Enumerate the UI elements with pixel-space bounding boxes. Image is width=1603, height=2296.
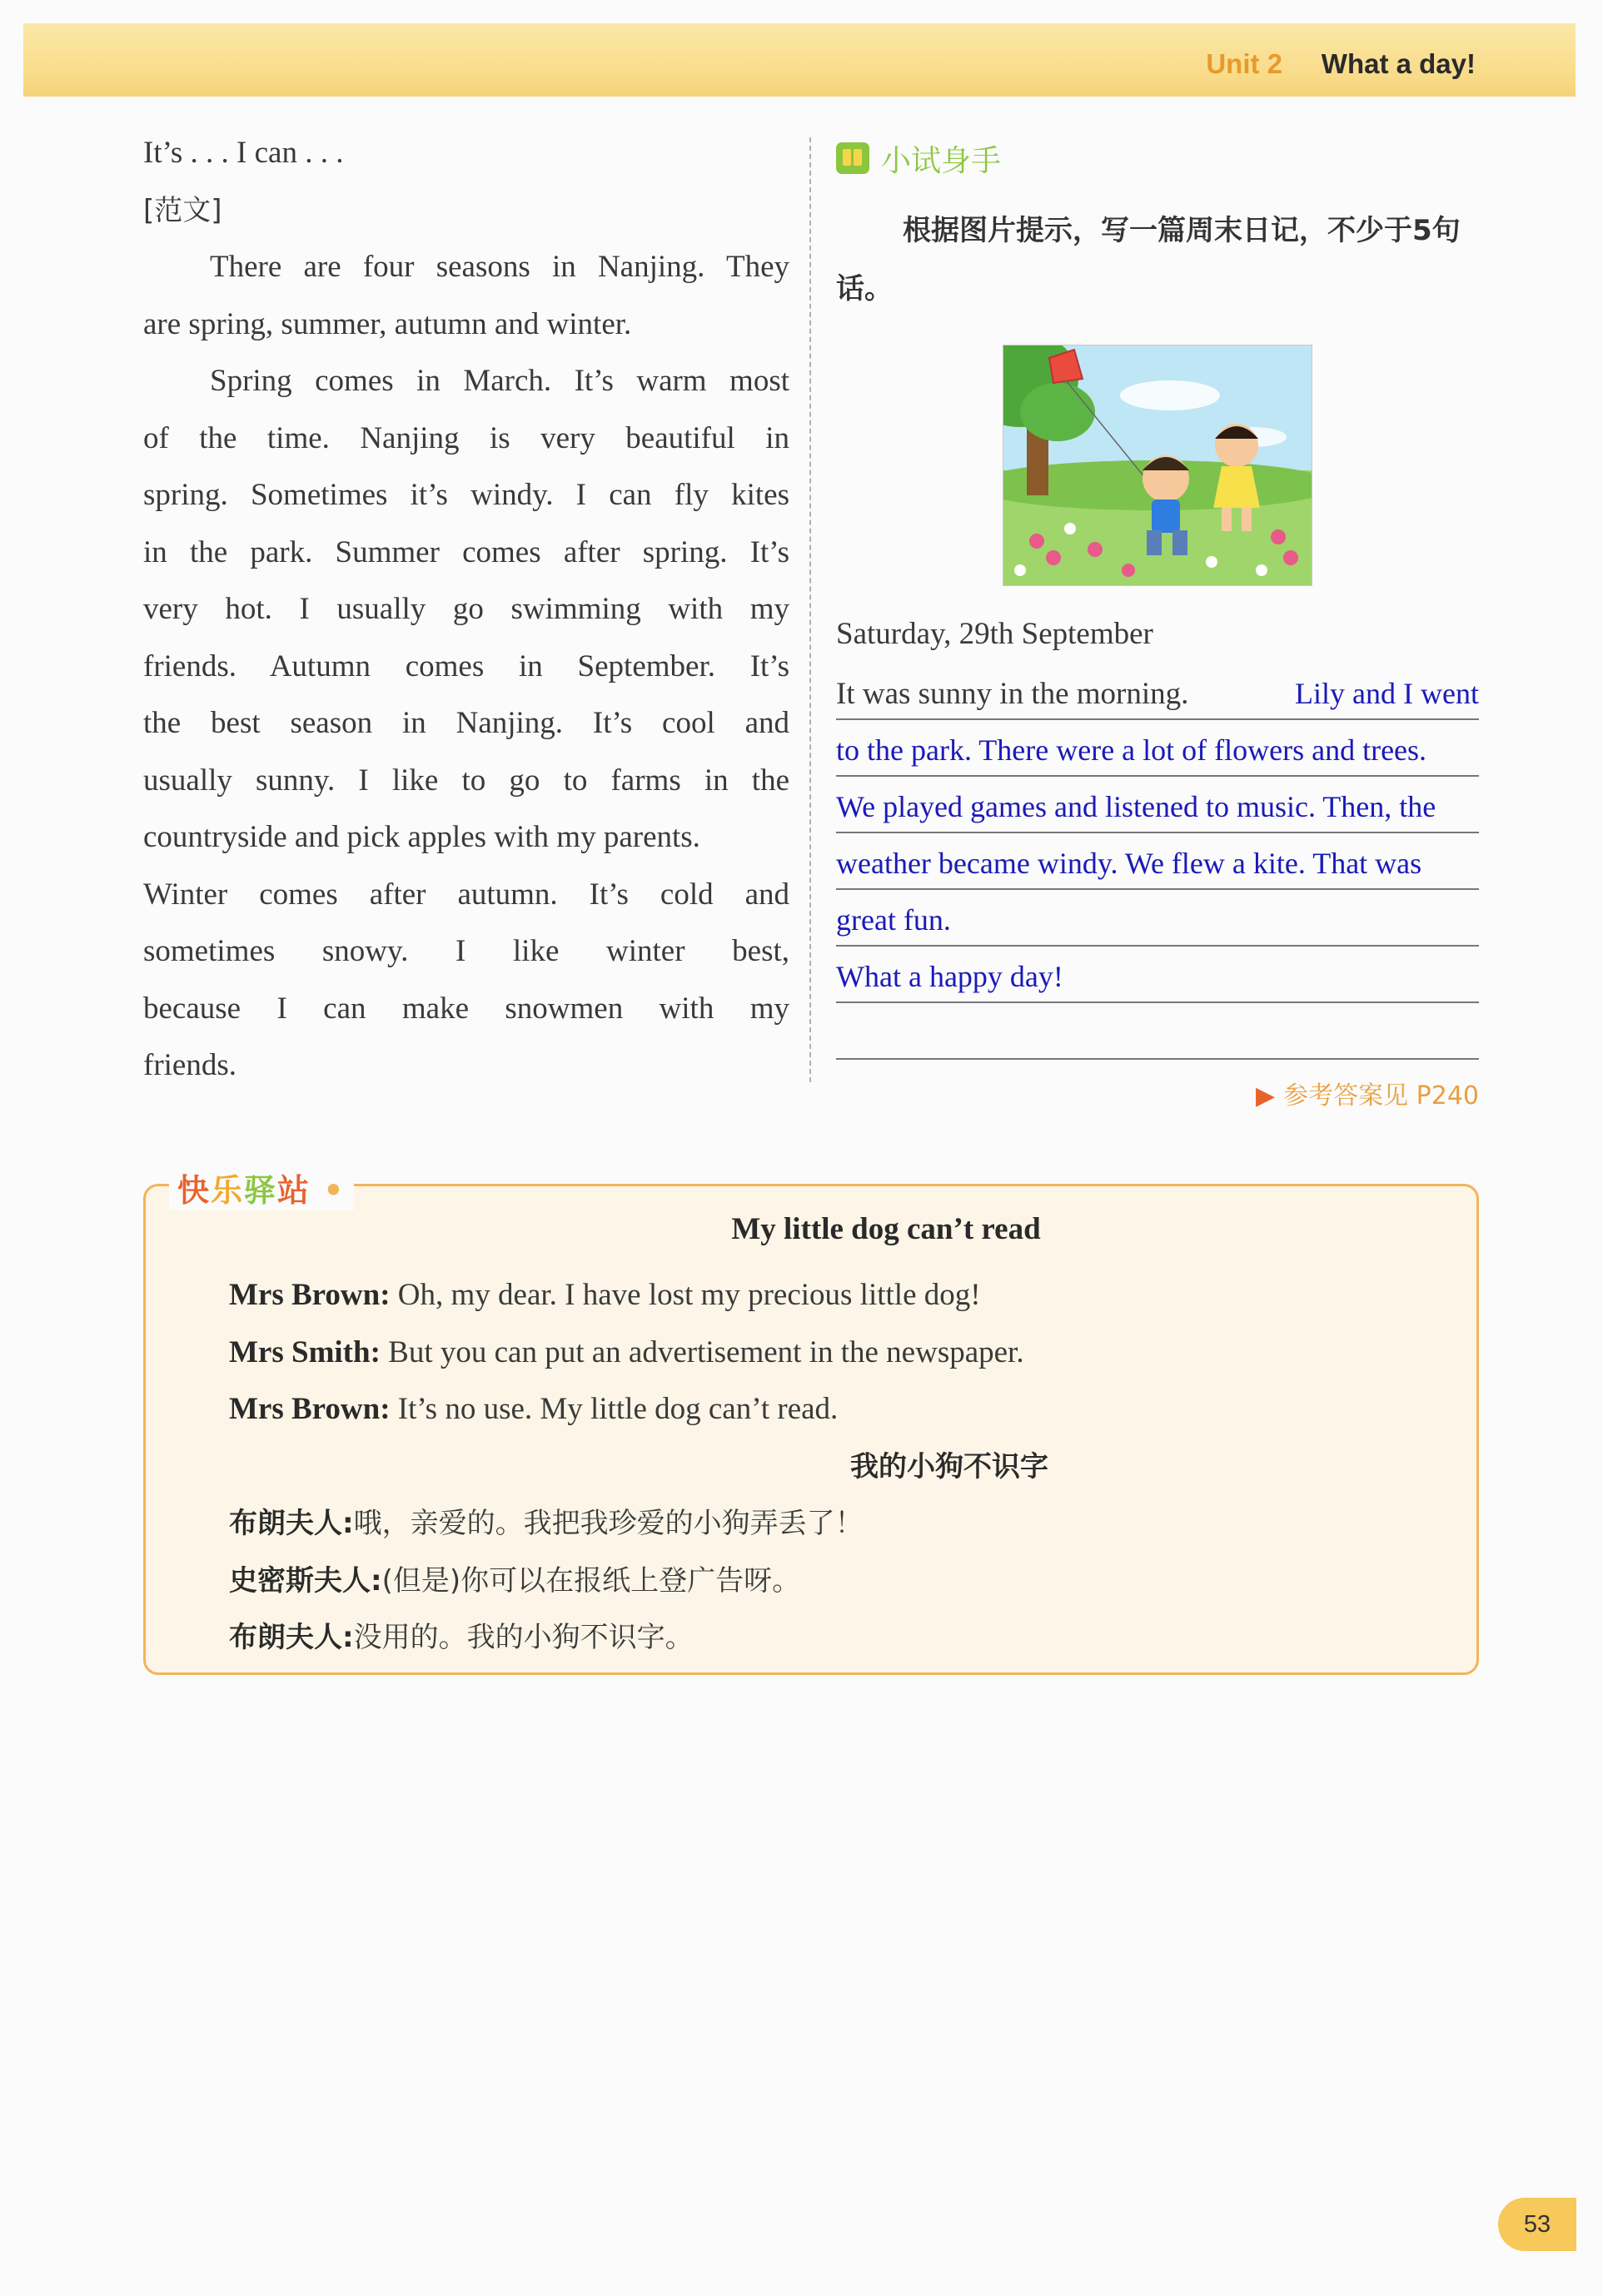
dialogue-line xyxy=(229,1267,1428,1324)
essay-line: usually sunny. I like to go to farms in the xyxy=(143,763,789,798)
unit-label: Unit 2 xyxy=(1206,48,1282,79)
illustration-kids-flying-kite xyxy=(1003,345,1312,586)
essay-line: in the park. Summer comes after spring. It’s xyxy=(143,534,789,569)
essay-line: spring. Sometimes it’s windy. I can fly kites xyxy=(143,478,789,512)
answer-line xyxy=(836,663,1479,720)
column-divider xyxy=(809,137,811,1082)
answer-line: great fun. xyxy=(836,890,1479,947)
essay-line: countryside and pick apples with my parents. xyxy=(143,820,700,854)
title-char: 驿 xyxy=(244,1172,278,1209)
answer-line xyxy=(836,1003,1479,1060)
speaker: 史密斯夫人: xyxy=(229,1563,382,1598)
play-arrow-icon: ▶ xyxy=(1256,1081,1276,1111)
answer-line: What a happy day! xyxy=(836,947,1479,1003)
essay-line: There are four seasons in Nanjing. They xyxy=(210,250,789,284)
right-column xyxy=(836,133,1479,1111)
essay-line: of the time. Nanjing is very beautiful in xyxy=(143,420,789,455)
speaker: Mrs Smith: xyxy=(229,1334,381,1369)
intro-line: It’s . . . I can . . . xyxy=(143,136,344,170)
answer-text: Lily and I went xyxy=(1295,676,1479,710)
chinese-line xyxy=(229,1495,1428,1553)
speech: 哦，亲爱的。我把我珍爱的小狗弄丢了！ xyxy=(353,1507,864,1540)
essay-line: are spring, summer, autumn and winter. xyxy=(143,306,632,341)
title-char: 站 xyxy=(277,1172,311,1209)
page-header xyxy=(23,23,1576,97)
essay-line: Winter comes after autumn. It’s cold and xyxy=(143,877,789,912)
dialogue-line xyxy=(229,1381,1428,1439)
dialogue-line xyxy=(229,1324,1428,1382)
diary-date: Saturday, 29th September xyxy=(836,617,1153,651)
answer-line: to the park. There were a lot of flowers and trees. xyxy=(836,720,1479,777)
chinese-line xyxy=(229,1609,1428,1667)
essay-line: Spring comes in March. It’s warm most xyxy=(210,364,789,398)
chinese-line xyxy=(229,1553,1428,1610)
essay-line: sometimes snowy. I like winter best, xyxy=(143,934,789,968)
essay-line: because I can make snowmen with my xyxy=(143,991,789,1026)
left-column xyxy=(143,125,789,1095)
joke-box-title xyxy=(169,1165,354,1210)
answer-reference-text: 参考答案见 P240 xyxy=(1283,1081,1479,1111)
sample-label: [范文] xyxy=(143,193,222,227)
section-title xyxy=(836,133,1479,183)
book-icon xyxy=(836,142,869,174)
section-title-text: 小试身手 xyxy=(881,143,1002,178)
page-number: 53 xyxy=(1498,2198,1576,2251)
title-dot: • xyxy=(311,1172,346,1209)
speech: 没用的。我的小狗不识字。 xyxy=(353,1621,694,1654)
speaker: Mrs Brown: xyxy=(229,1392,391,1426)
essay-line: friends. Autumn comes in September. It’s xyxy=(143,649,789,683)
joke-title: My little dog can’t read xyxy=(731,1212,1041,1246)
essay-line: the best season in Nanjing. It’s cool and xyxy=(143,706,789,740)
instruction: 根据图片提示，写一篇周末日记，不少于5句话。 xyxy=(836,214,1461,306)
sample-essay xyxy=(143,239,789,1095)
speaker: 布朗夫人: xyxy=(229,1621,354,1654)
essay-line: friends. xyxy=(143,1048,236,1082)
speaker: 布朗夫人: xyxy=(229,1507,354,1540)
chinese-title: 我的小狗不识字 xyxy=(850,1449,1048,1483)
speech: (但是)你可以在报纸上登广告呀。 xyxy=(381,1563,801,1598)
joke-box xyxy=(143,1172,1479,1675)
speaker: Mrs Brown: xyxy=(229,1278,391,1312)
title-char: 快 xyxy=(177,1172,212,1209)
answer-lines xyxy=(836,720,1479,1060)
unit-title: What a day! xyxy=(1321,48,1476,79)
diary-first-sentence: It was sunny in the morning. xyxy=(836,676,1189,711)
joke-dialogue xyxy=(229,1267,1428,1667)
speech: It’s no use. My little dog can’t read. xyxy=(390,1392,839,1426)
answer-line: weather became windy. We flew a kite. That was xyxy=(836,833,1479,890)
answer-reference xyxy=(836,1075,1479,1111)
answer-line: We played games and listened to music. Then, the xyxy=(836,777,1479,833)
essay-line: very hot. I usually go swimming with my xyxy=(143,592,789,626)
title-char: 乐 xyxy=(211,1172,245,1209)
speech: Oh, my dear. I have lost my precious little dog! xyxy=(390,1278,981,1312)
speech: But you can put an advertisement in the newspaper. xyxy=(380,1334,1024,1369)
